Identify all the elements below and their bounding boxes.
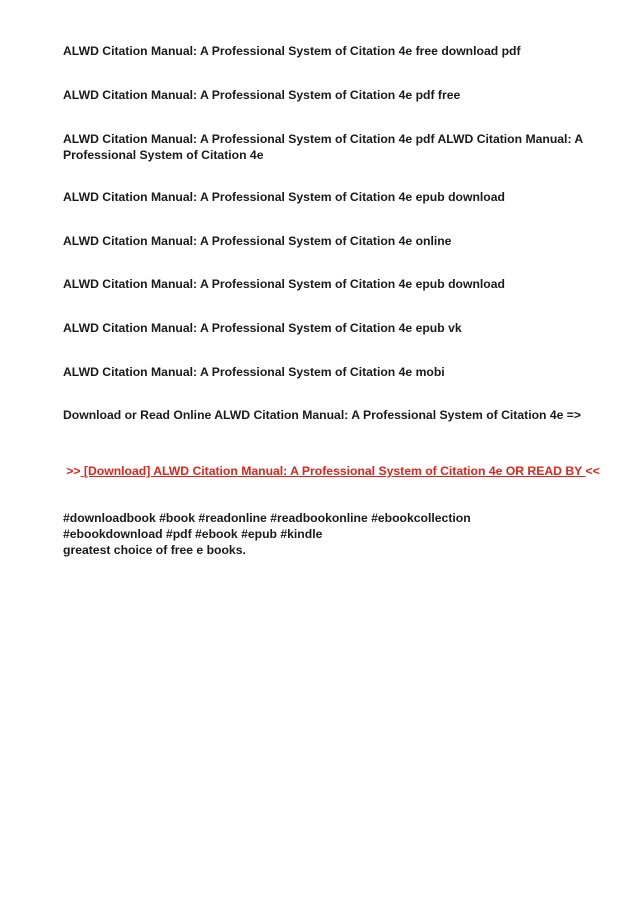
text-line-mobi: ALWD Citation Manual: A Professional System of Citation 4e mobi: [63, 365, 445, 379]
download-suffix: <<: [585, 464, 600, 478]
text-line-epub-download: ALWD Citation Manual: A Professional System of Citation 4e epub download: [63, 190, 505, 204]
text-line-pdf-title: ALWD Citation Manual: A Professional System of Citation 4e pdf ALWD Citation Manual: A Professional System of Citation 4e: [63, 132, 583, 162]
footer-tags: [63, 510, 603, 558]
tags-line-1: #downloadbook #book #readonline #readbookonline #ebookcollection: [63, 511, 471, 525]
tags-line-2: #ebookdownload #pdf #ebook #epub #kindle: [63, 527, 323, 541]
download-link-text[interactable]: [Download] ALWD Citation Manual: A Professional System of Citation 4e OR READ BY: [80, 464, 586, 478]
text-line-epub-vk: ALWD Citation Manual: A Professional System of Citation 4e epub vk: [63, 321, 462, 335]
text-line-pdf-free: ALWD Citation Manual: A Professional System of Citation 4e pdf free: [63, 88, 461, 102]
text-line-epub-download-2: ALWD Citation Manual: A Professional System of Citation 4e epub download: [63, 277, 505, 291]
text-line-free-download-pdf: ALWD Citation Manual: A Professional System of Citation 4e free download pdf: [63, 44, 521, 58]
download-prefix: >>: [66, 464, 81, 478]
download-link[interactable]: [63, 463, 603, 480]
tagline: greatest choice of free e books.: [63, 543, 246, 557]
text-line-online: ALWD Citation Manual: A Professional System of Citation 4e online: [63, 234, 452, 248]
text-line-download-or-read: Download or Read Online ALWD Citation Manual: A Professional System of Citation 4e =>: [63, 408, 582, 422]
